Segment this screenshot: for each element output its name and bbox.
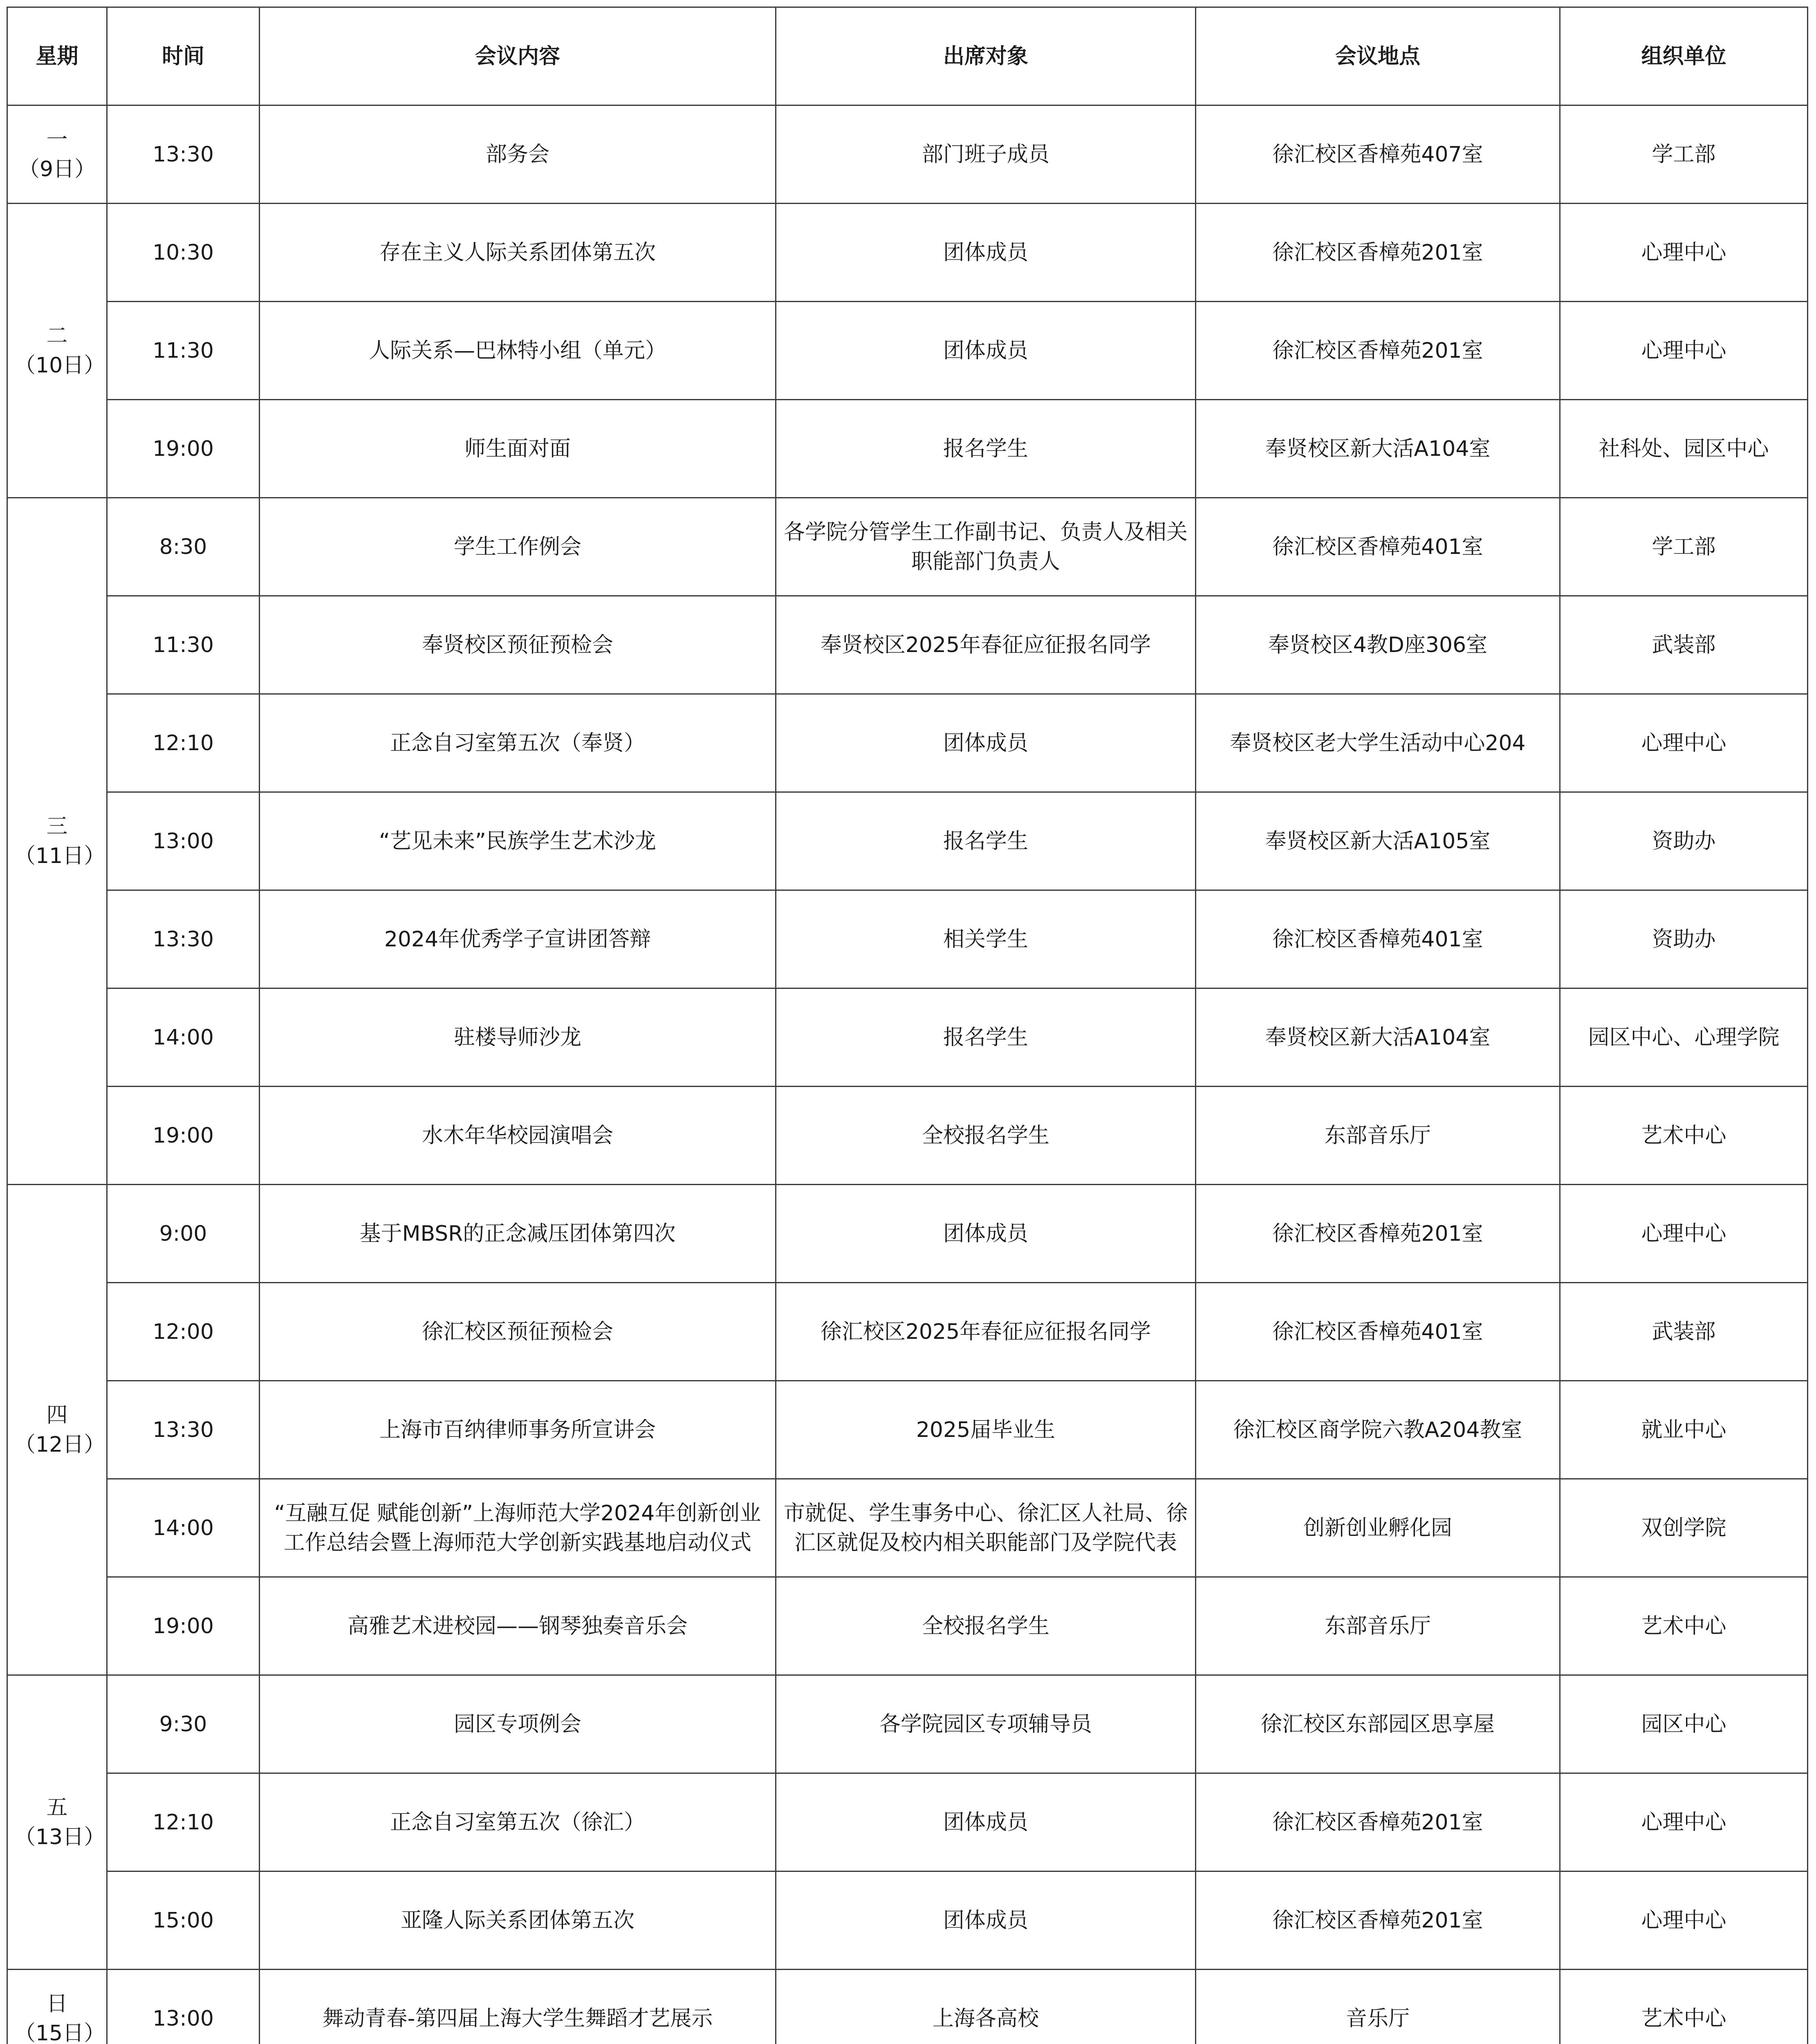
- event-attendees: 上海各高校: [776, 1970, 1196, 2044]
- event-organizer: 武装部: [1560, 596, 1808, 694]
- event-time: 13:30: [107, 1381, 260, 1479]
- event-location: 徐汇校区香樟苑201室: [1196, 302, 1560, 400]
- event-organizer: 心理中心: [1560, 302, 1808, 400]
- weekday-label: 五: [46, 1795, 68, 1820]
- header-row: [7, 7, 1808, 105]
- event-attendees: 团体成员: [776, 204, 1196, 302]
- event-attendees: 报名学生: [776, 792, 1196, 890]
- event-time: 19:00: [107, 1577, 260, 1675]
- event-organizer: 学工部: [1560, 498, 1808, 596]
- table-row: [7, 792, 1808, 890]
- event-location: 徐汇校区香樟苑401室: [1196, 1283, 1560, 1381]
- event-organizer: 艺术中心: [1560, 1577, 1808, 1675]
- event-content: 2024年优秀学子宣讲团答辩: [260, 890, 776, 988]
- event-time: 13:00: [107, 1970, 260, 2044]
- event-location: 奉贤校区4教D座306室: [1196, 596, 1560, 694]
- event-organizer: 艺术中心: [1560, 1970, 1808, 2044]
- weekday-label: 三: [46, 814, 68, 839]
- table-row: [7, 890, 1808, 988]
- event-attendees: 团体成员: [776, 1871, 1196, 1970]
- header-attendees: 出席对象: [776, 7, 1196, 105]
- event-content: 驻楼导师沙龙: [260, 988, 776, 1087]
- weekday-label: 四: [46, 1403, 68, 1428]
- event-location: 徐汇校区香樟苑201室: [1196, 1871, 1560, 1970]
- event-time: 13:30: [107, 890, 260, 988]
- table-row: [7, 1970, 1808, 2044]
- table-row: [7, 1381, 1808, 1479]
- weekday-date: （11日）: [14, 843, 105, 868]
- header-weekday: 星期: [7, 7, 107, 105]
- event-organizer: 就业中心: [1560, 1381, 1808, 1479]
- event-attendees: 各学院园区专项辅导员: [776, 1675, 1196, 1773]
- table-row: [7, 694, 1808, 792]
- event-content: 正念自习室第五次（徐汇）: [260, 1773, 776, 1871]
- event-time: 12:00: [107, 1283, 260, 1381]
- weekday-label: 二: [46, 323, 68, 348]
- event-content: 人际关系—巴林特小组（单元）: [260, 302, 776, 400]
- table-row: [7, 400, 1808, 498]
- table-row: [7, 1185, 1808, 1283]
- event-content: 舞动青春-第四届上海大学生舞蹈才艺展示: [260, 1970, 776, 2044]
- event-time: 14:00: [107, 988, 260, 1087]
- event-content: 水木年华校园演唱会: [260, 1087, 776, 1185]
- schedule-body: [7, 105, 1808, 2044]
- event-time: 13:00: [107, 792, 260, 890]
- event-attendees: 全校报名学生: [776, 1087, 1196, 1185]
- event-time: 12:10: [107, 1773, 260, 1871]
- event-location: 徐汇校区香樟苑201室: [1196, 1185, 1560, 1283]
- event-attendees: 奉贤校区2025年春征应征报名同学: [776, 596, 1196, 694]
- event-attendees: 团体成员: [776, 1773, 1196, 1871]
- event-location: 徐汇校区香樟苑407室: [1196, 105, 1560, 204]
- event-location: 奉贤校区新大活A105室: [1196, 792, 1560, 890]
- event-organizer: 社科处、园区中心: [1560, 400, 1808, 498]
- table-row: [7, 204, 1808, 302]
- event-attendees: 徐汇校区2025年春征应征报名同学: [776, 1283, 1196, 1381]
- event-attendees: 团体成员: [776, 302, 1196, 400]
- event-attendees: 各学院分管学生工作副书记、负责人及相关职能部门负责人: [776, 498, 1196, 596]
- event-organizer: 学工部: [1560, 105, 1808, 204]
- event-content: “互融互促 赋能创新”上海师范大学2024年创新创业工作总结会暨上海师范大学创新实践基地启动仪式: [260, 1479, 776, 1577]
- event-attendees: 报名学生: [776, 988, 1196, 1087]
- table-row: [7, 596, 1808, 694]
- event-location: 徐汇校区香樟苑201室: [1196, 204, 1560, 302]
- weekday-cell: [7, 105, 107, 204]
- table-row: [7, 1087, 1808, 1185]
- table-row: [7, 1479, 1808, 1577]
- event-organizer: 心理中心: [1560, 204, 1808, 302]
- event-content: 上海市百纳律师事务所宣讲会: [260, 1381, 776, 1479]
- weekday-cell: [7, 204, 107, 498]
- weekday-cell: [7, 498, 107, 1185]
- header-organizer: 组织单位: [1560, 7, 1808, 105]
- event-time: 13:30: [107, 105, 260, 204]
- event-content: 师生面对面: [260, 400, 776, 498]
- weekday-cell: [7, 1185, 107, 1675]
- event-time: 11:30: [107, 302, 260, 400]
- event-attendees: 部门班子成员: [776, 105, 1196, 204]
- event-location: 音乐厅: [1196, 1970, 1560, 2044]
- event-organizer: 武装部: [1560, 1283, 1808, 1381]
- event-organizer: 双创学院: [1560, 1479, 1808, 1577]
- header-location: 会议地点: [1196, 7, 1560, 105]
- weekday-date: （12日）: [14, 1432, 105, 1457]
- event-attendees: 全校报名学生: [776, 1577, 1196, 1675]
- event-organizer: 心理中心: [1560, 1185, 1808, 1283]
- event-organizer: 园区中心: [1560, 1675, 1808, 1773]
- weekday-date: （13日）: [14, 1824, 105, 1849]
- event-location: 徐汇校区商学院六教A204教室: [1196, 1381, 1560, 1479]
- event-time: 9:30: [107, 1675, 260, 1773]
- table-row: [7, 105, 1808, 204]
- header-content: 会议内容: [260, 7, 776, 105]
- weekday-date: （10日）: [14, 353, 105, 378]
- event-time: 9:00: [107, 1185, 260, 1283]
- event-content: 奉贤校区预征预检会: [260, 596, 776, 694]
- event-attendees: 团体成员: [776, 694, 1196, 792]
- table-row: [7, 1283, 1808, 1381]
- event-time: 12:10: [107, 694, 260, 792]
- header-time: 时间: [107, 7, 260, 105]
- event-organizer: 园区中心、心理学院: [1560, 988, 1808, 1087]
- table-row: [7, 1675, 1808, 1773]
- event-time: 10:30: [107, 204, 260, 302]
- event-content: 基于MBSR的正念减压团体第四次: [260, 1185, 776, 1283]
- event-location: 东部音乐厅: [1196, 1577, 1560, 1675]
- event-organizer: 资助办: [1560, 792, 1808, 890]
- weekday-date: （9日）: [18, 157, 96, 182]
- event-time: 11:30: [107, 596, 260, 694]
- event-content: 学生工作例会: [260, 498, 776, 596]
- table-row: [7, 1577, 1808, 1675]
- table-row: [7, 498, 1808, 596]
- table-row: [7, 302, 1808, 400]
- event-organizer: 心理中心: [1560, 1773, 1808, 1871]
- event-attendees: 报名学生: [776, 400, 1196, 498]
- event-time: 8:30: [107, 498, 260, 596]
- event-content: “艺见未来”民族学生艺术沙龙: [260, 792, 776, 890]
- event-organizer: 艺术中心: [1560, 1087, 1808, 1185]
- event-location: 徐汇校区东部园区思享屋: [1196, 1675, 1560, 1773]
- weekday-date: （15日）: [14, 2021, 105, 2044]
- table-row: [7, 1773, 1808, 1871]
- event-time: 19:00: [107, 1087, 260, 1185]
- schedule-table: [7, 7, 1808, 2044]
- event-location: 创新创业孵化园: [1196, 1479, 1560, 1577]
- event-organizer: 资助办: [1560, 890, 1808, 988]
- event-time: 14:00: [107, 1479, 260, 1577]
- event-time: 15:00: [107, 1871, 260, 1970]
- event-content: 正念自习室第五次（奉贤）: [260, 694, 776, 792]
- event-attendees: 相关学生: [776, 890, 1196, 988]
- event-attendees: 市就促、学生事务中心、徐汇区人社局、徐汇区就促及校内相关职能部门及学院代表: [776, 1479, 1196, 1577]
- event-content: 部务会: [260, 105, 776, 204]
- event-location: 徐汇校区香樟苑401室: [1196, 890, 1560, 988]
- weekday-label: 日: [46, 1991, 68, 2016]
- event-location: 奉贤校区老大学生活动中心204: [1196, 694, 1560, 792]
- event-location: 奉贤校区新大活A104室: [1196, 988, 1560, 1087]
- event-attendees: 团体成员: [776, 1185, 1196, 1283]
- event-time: 19:00: [107, 400, 260, 498]
- event-content: 园区专项例会: [260, 1675, 776, 1773]
- event-content: 徐汇校区预征预检会: [260, 1283, 776, 1381]
- event-location: 徐汇校区香樟苑401室: [1196, 498, 1560, 596]
- table-row: [7, 988, 1808, 1087]
- event-content: 存在主义人际关系团体第五次: [260, 204, 776, 302]
- event-location: 奉贤校区新大活A104室: [1196, 400, 1560, 498]
- event-attendees: 2025届毕业生: [776, 1381, 1196, 1479]
- table-row: [7, 1871, 1808, 1970]
- event-content: 亚隆人际关系团体第五次: [260, 1871, 776, 1970]
- weekday-cell: [7, 1675, 107, 1970]
- event-location: 东部音乐厅: [1196, 1087, 1560, 1185]
- event-organizer: 心理中心: [1560, 1871, 1808, 1970]
- weekday-label: 一: [46, 127, 68, 152]
- event-content: 高雅艺术进校园——钢琴独奏音乐会: [260, 1577, 776, 1675]
- event-location: 徐汇校区香樟苑201室: [1196, 1773, 1560, 1871]
- weekday-cell: [7, 1970, 107, 2044]
- event-organizer: 心理中心: [1560, 694, 1808, 792]
